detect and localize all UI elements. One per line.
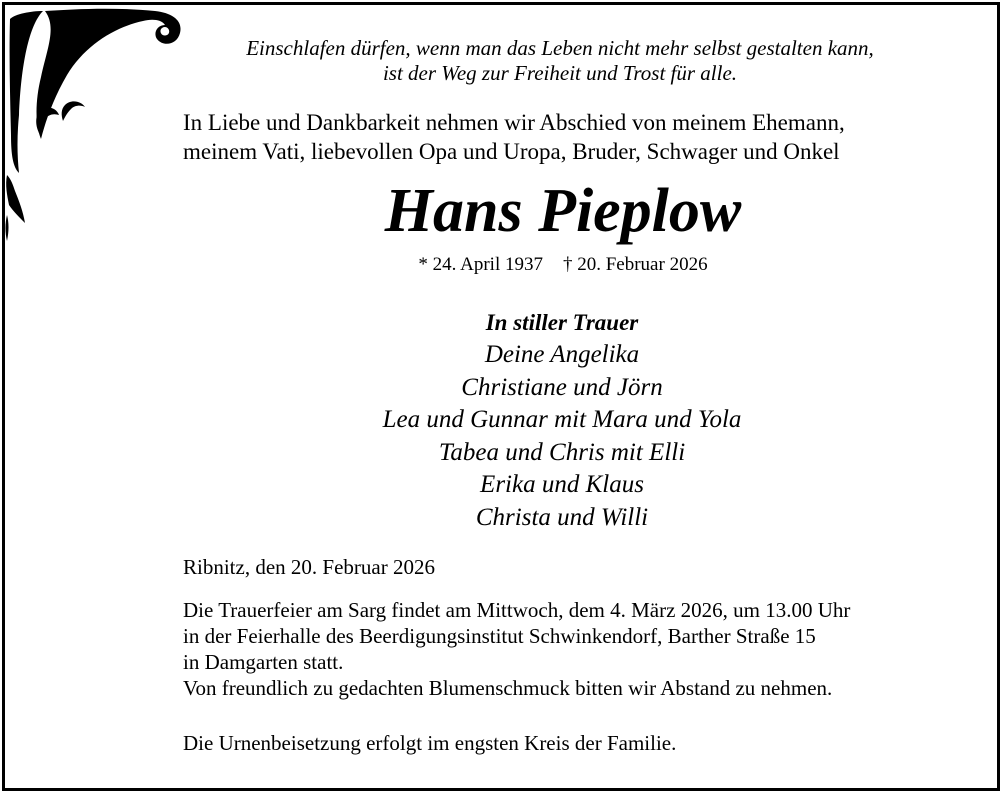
burial-note: Die Urnenbeisetzung erfolgt im engsten Kreis der Familie. — [183, 731, 677, 755]
ceremony-line: Die Trauerfeier am Sarg findet am Mittwoch, dem 4. März 2026, um 13.00 Uhr — [183, 598, 851, 622]
mourner-entry: Tabea und Chris mit Elli — [438, 438, 686, 466]
motto-line: Einschlafen dürfen, wenn man das Leben nicht mehr selbst gestalten kann, — [246, 36, 874, 60]
ceremony-details — [183, 597, 850, 701]
mourners-list — [0, 307, 1000, 534]
ceremony-line: in Damgarten statt. — [183, 650, 344, 674]
intro-text — [183, 108, 845, 166]
deceased-name: Hans Pieplow — [384, 177, 742, 245]
birth-date: * 24. April 1937 — [418, 254, 543, 275]
life-dates — [0, 253, 1000, 277]
intro-line: In Liebe und Dankbarkeit nehmen wir Abschied von meinem Ehemann, — [183, 110, 845, 135]
ceremony-line: in der Feierhalle des Beerdigungsinstitut Schwinkendorf, Barther Straße 15 — [183, 624, 816, 648]
death-date: † 20. Februar 2026 — [562, 254, 708, 275]
mourner-entry: Lea und Gunnar mit Mara und Yola — [382, 406, 742, 433]
place-date: Ribnitz, den 20. Februar 2026 — [183, 555, 435, 579]
mourner-entry: Erika und Klaus — [480, 471, 644, 498]
mourners-heading: In stiller Trauer — [485, 310, 639, 335]
motto-line: ist der Weg zur Freiheit und Trost für alle. — [382, 61, 738, 85]
intro-line: meinem Vati, liebevollen Opa und Uropa, Bruder, Schwager und Onkel — [183, 139, 840, 164]
mourner-entry: Christa und Willi — [475, 503, 649, 531]
motto-quote — [160, 36, 960, 86]
mourner-entry: Christiane und Jörn — [461, 373, 663, 401]
mourner-entry: Deine Angelika — [484, 341, 640, 368]
ceremony-line: Von freundlich zu gedachten Blumenschmuck bitten wir Abstand zu nehmen. — [183, 676, 833, 700]
